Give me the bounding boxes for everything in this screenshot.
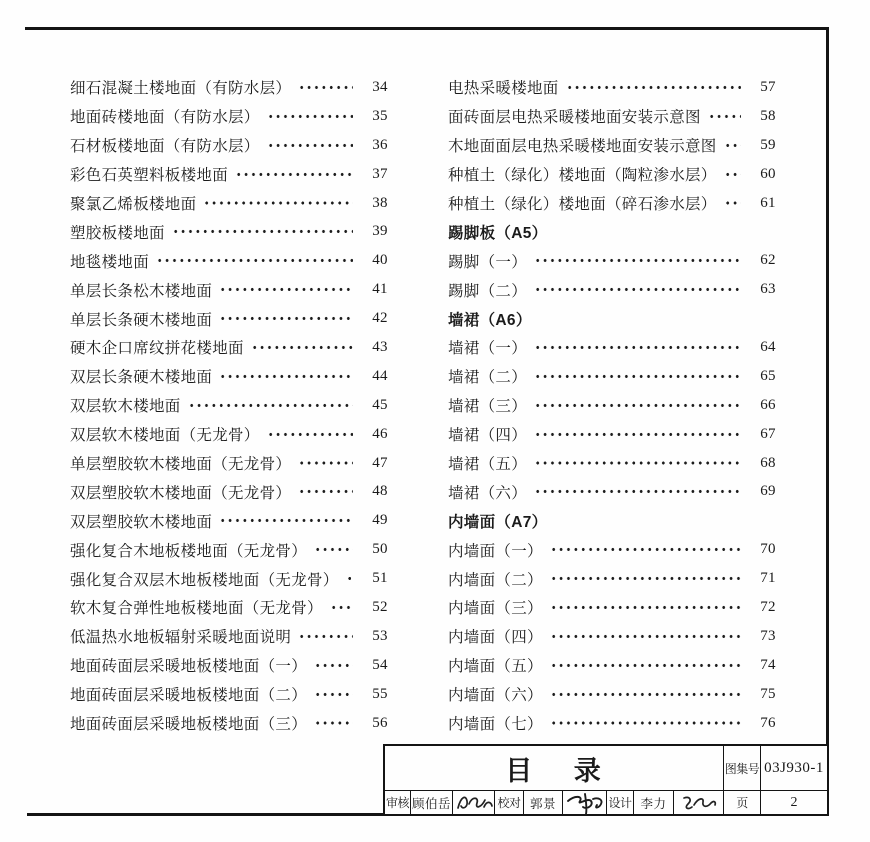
toc-entry-page: 56: [372, 714, 388, 731]
dot-leader: [156, 246, 353, 275]
dot-leader: [534, 362, 741, 391]
toc-entry-label: 双层塑胶软木楼地面: [70, 513, 213, 531]
toc-entry: [70, 275, 400, 304]
toc-entry-page: 54: [372, 656, 388, 673]
review-label: 审核: [385, 796, 409, 810]
toc-entry-page: 48: [372, 483, 388, 500]
dot-leader: [330, 593, 353, 622]
toc-entry-page: 67: [760, 425, 776, 442]
toc-entry-page: 71: [760, 570, 776, 587]
design-label: 设计: [606, 791, 633, 814]
toc-entry-page: 34: [372, 78, 388, 95]
toc-entry-label: 强化复合双层木地板楼地面（无龙骨）: [70, 571, 339, 589]
atlas-number-label: 图集号: [723, 746, 760, 790]
toc-entry-page: 50: [372, 541, 388, 558]
dot-leader: [298, 449, 353, 478]
dot-leader: [298, 73, 353, 102]
proofreader-signature-scribble: [563, 791, 607, 815]
toc-entry-label: 地面砖面层采暖地板楼地面（三）: [70, 716, 308, 734]
toc-entry-label: 地毯楼地面: [70, 253, 150, 271]
designer-name: 李力: [633, 791, 673, 814]
dot-leader: [550, 622, 741, 651]
toc-entry-page: 35: [372, 107, 388, 124]
toc-entry-page: 46: [372, 425, 388, 442]
toc-entry-label: 墙裙（三）: [448, 398, 528, 416]
dot-leader: [314, 680, 353, 709]
dot-leader: [550, 564, 741, 593]
sheet-title: 目 录: [505, 755, 603, 786]
dot-leader: [219, 506, 353, 535]
toc-entry: [448, 506, 788, 535]
toc-entry: [70, 651, 400, 680]
toc-entry-label: 双层塑胶软木楼地面（无龙骨）: [70, 484, 292, 502]
dot-leader: [203, 189, 353, 218]
toc-entry-page: 70: [760, 541, 776, 558]
toc-entry: [70, 420, 400, 449]
toc-entry: [448, 73, 788, 102]
dot-leader: [267, 131, 353, 160]
toc-entry-label: 塑胶板楼地面: [70, 224, 165, 242]
dot-leader: [554, 217, 741, 246]
dot-leader: [724, 189, 741, 218]
toc-entry-label: 强化复合木地板楼地面（无龙骨）: [70, 542, 308, 560]
toc-entry: [70, 564, 400, 593]
page-number: 2: [760, 791, 827, 814]
dot-leader: [534, 246, 741, 275]
toc-entry-label: 内墙面（四）: [448, 629, 543, 647]
toc-entry-page: 51: [372, 570, 388, 587]
proofreader-name: 郭景: [523, 791, 562, 814]
toc-entry-page: 68: [760, 454, 776, 471]
toc-entry-label: 地面砖面层采暖地板楼地面（二）: [70, 687, 308, 705]
toc-entry-page: 42: [372, 310, 388, 327]
toc-entry-label: 内墙面（二）: [448, 571, 543, 589]
toc-entry: [70, 535, 400, 564]
dot-leader: [534, 449, 741, 478]
toc-entry-page: 74: [760, 656, 776, 673]
reviewer-signature: [452, 791, 494, 814]
toc-entry: [70, 391, 400, 420]
toc-entry-page: 66: [760, 396, 776, 413]
toc-entry-page: 72: [760, 598, 776, 615]
toc-entry-label: 墙裙（A6）: [448, 311, 532, 329]
toc-entry-page: 76: [760, 714, 776, 731]
dot-leader: [708, 102, 741, 131]
dot-leader: [724, 160, 741, 189]
toc-entry: [70, 131, 400, 160]
toc-entry: [70, 449, 400, 478]
dot-leader: [314, 709, 353, 738]
toc-entry-page: 69: [760, 483, 776, 500]
toc-entry: [448, 333, 788, 362]
dot-leader: [346, 564, 353, 593]
toc-entry: [448, 131, 788, 160]
toc-entry: [448, 160, 788, 189]
toc-entry-label: 踢脚（一）: [448, 253, 528, 271]
toc-entry-page: 52: [372, 598, 388, 615]
toc-entry-label: 内墙面（五）: [448, 658, 543, 676]
toc-entry-label: 木地面面层电热采暖楼地面安装示意图: [448, 138, 717, 156]
toc-entry: [70, 680, 400, 709]
toc-entry-page: 58: [760, 107, 776, 124]
dot-leader: [219, 362, 353, 391]
dot-leader: [554, 506, 741, 535]
toc-entry-label: 内墙面（一）: [448, 542, 543, 560]
toc-entry-label: 种植土（绿化）楼地面（陶粒渗水层）: [448, 167, 717, 185]
toc-entry-label: 内墙面（三）: [448, 600, 543, 618]
toc-entry-label: 种植土（绿化）楼地面（碎石渗水层）: [448, 196, 717, 213]
dot-leader: [188, 391, 353, 420]
dot-leader: [219, 304, 353, 333]
toc-column-right: [448, 73, 788, 737]
toc-entry: [448, 246, 788, 275]
toc-entry-page: 55: [372, 685, 388, 702]
reviewer-signature-scribble: [454, 792, 494, 814]
dot-leader: [251, 333, 353, 362]
toc-entry: [448, 420, 788, 449]
toc-entry-page: 75: [760, 685, 776, 702]
toc-entry: [448, 477, 788, 506]
toc-entry: [448, 449, 788, 478]
toc-entry-page: 61: [760, 194, 776, 211]
dot-leader: [534, 477, 741, 506]
toc-entry-label: 单层长条硬木楼地面: [70, 311, 213, 329]
toc-entry-page: 62: [760, 252, 776, 269]
page-label: 页: [723, 791, 760, 814]
toc-entry-label: 墙裙（五）: [448, 456, 528, 474]
toc-entry-page: 39: [372, 223, 388, 240]
designer-signature-scribble: [676, 792, 722, 814]
dot-leader: [219, 275, 353, 304]
dot-leader: [724, 131, 741, 160]
toc-entry: [70, 477, 400, 506]
toc-entry-label: 墙裙（六）: [448, 484, 528, 502]
page-border-top: [25, 27, 829, 30]
dot-leader: [235, 160, 353, 189]
toc-entry: [70, 622, 400, 651]
toc-entry-label: 内墙面（六）: [448, 687, 543, 705]
dot-leader: [534, 333, 741, 362]
toc-entry-page: 63: [760, 281, 776, 298]
toc-entry: [448, 593, 788, 622]
toc-entry-page: 43: [372, 338, 388, 355]
toc-entry-label: 硬木企口席纹拼花楼地面: [70, 340, 244, 358]
dot-leader: [550, 680, 741, 709]
toc-entry: [448, 564, 788, 593]
page-border-right: [826, 27, 829, 816]
toc-entry-page: 36: [372, 136, 388, 153]
toc-entry-page: 64: [760, 338, 776, 355]
toc-entry-label: 地面砖楼地面（有防水层）: [70, 109, 260, 127]
toc-entry-page: 49: [372, 512, 388, 529]
toc-entry-label: 踢脚板（A5）: [448, 224, 548, 242]
dot-leader: [172, 217, 353, 246]
toc-entry-label: 地面砖面层采暖地板楼地面（一）: [70, 658, 308, 676]
dot-leader: [267, 420, 353, 449]
designer-signature: [673, 791, 723, 814]
title-block: [383, 744, 829, 816]
toc-entry: [448, 680, 788, 709]
toc-entry-label: 双层软木楼地面（无龙骨）: [70, 427, 260, 445]
toc-entry: [448, 189, 788, 218]
toc-entry-page: 65: [760, 367, 776, 384]
toc-entry: [448, 709, 788, 738]
toc-entry-page: 59: [760, 136, 776, 153]
dot-leader: [298, 477, 353, 506]
toc-entry-label: 石材板楼地面（有防水层）: [70, 138, 260, 156]
dot-leader: [550, 535, 741, 564]
toc-entry-label: 低温热水地板辐射采暖地面说明: [70, 629, 292, 647]
dot-leader: [267, 102, 353, 131]
toc-entry-page: 47: [372, 454, 388, 471]
toc-entry: [70, 362, 400, 391]
toc-entry: [70, 709, 400, 738]
toc-entry-label: 双层长条硬木楼地面: [70, 369, 213, 387]
toc-entry: [70, 189, 400, 218]
toc-entry: [70, 73, 400, 102]
toc-entry: [70, 593, 400, 622]
toc-entry-label: 单层塑胶软木楼地面（无龙骨）: [70, 456, 292, 474]
toc-entry-page: 41: [372, 281, 388, 298]
reviewer-name: 顾伯岳: [410, 791, 452, 814]
dot-leader: [566, 73, 741, 102]
toc-entry-label: 彩色石英塑料板楼地面: [70, 167, 229, 185]
toc-entry-page: 53: [372, 627, 388, 644]
toc-entry-page: 45: [372, 396, 388, 413]
toc-entry: [70, 246, 400, 275]
toc-entry-label: 内墙面（七）: [448, 716, 543, 734]
toc-entry-label: 电热采暖楼地面: [448, 80, 559, 98]
dot-leader: [550, 709, 741, 738]
toc-entry-page: 44: [372, 367, 388, 384]
toc-entry: [448, 275, 788, 304]
proofreader-signature: [562, 791, 606, 814]
toc-entry: [448, 304, 788, 333]
toc-entry-page: 40: [372, 252, 388, 269]
dot-leader: [298, 622, 353, 651]
toc-entry: [448, 651, 788, 680]
toc-entry-page: 73: [760, 627, 776, 644]
toc-entry-label: 内墙面（A7）: [448, 513, 548, 531]
toc-entry: [448, 622, 788, 651]
toc-entry: [70, 102, 400, 131]
toc-entry: [448, 535, 788, 564]
dot-leader: [534, 275, 741, 304]
toc-entry: [448, 391, 788, 420]
toc-entry: [70, 160, 400, 189]
toc-entry-label: 聚氯乙烯板楼地面: [70, 196, 197, 213]
toc-entry: [70, 506, 400, 535]
atlas-number-value: 03J930-1: [760, 746, 827, 790]
toc-entry-page: 38: [372, 194, 388, 211]
toc-entry-label: 墙裙（一）: [448, 340, 528, 358]
toc-entry: [448, 362, 788, 391]
dot-leader: [539, 304, 741, 333]
toc-entry-page: 37: [372, 165, 388, 182]
toc-entry: [70, 217, 400, 246]
toc-entry-label: 墙裙（四）: [448, 427, 528, 445]
toc-entry-label: 细石混凝土楼地面（有防水层）: [70, 80, 292, 98]
dot-leader: [314, 535, 353, 564]
dot-leader: [534, 391, 741, 420]
toc-entry-page: 57: [760, 78, 776, 95]
toc-entry-label: 软木复合弹性地板楼地面（无龙骨）: [70, 600, 323, 618]
toc-entry-label: 墙裙（二）: [448, 369, 528, 387]
toc-entry: [448, 217, 788, 246]
toc-entry-page: 60: [760, 165, 776, 182]
dot-leader: [550, 593, 741, 622]
toc-entry: [70, 304, 400, 333]
toc-entry-label: 单层长条松木楼地面: [70, 282, 213, 300]
toc-column-left: [70, 73, 400, 737]
toc-entry: [448, 102, 788, 131]
toc-entry-label: 面砖面层电热采暖楼地面安装示意图: [448, 109, 701, 127]
dot-leader: [534, 420, 741, 449]
toc-entry: [70, 333, 400, 362]
dot-leader: [314, 651, 353, 680]
proof-label: 校对: [494, 791, 523, 814]
dot-leader: [550, 651, 741, 680]
toc-entry-label: 踢脚（二）: [448, 282, 528, 300]
toc-entry-label: 双层软木楼地面: [70, 398, 181, 416]
